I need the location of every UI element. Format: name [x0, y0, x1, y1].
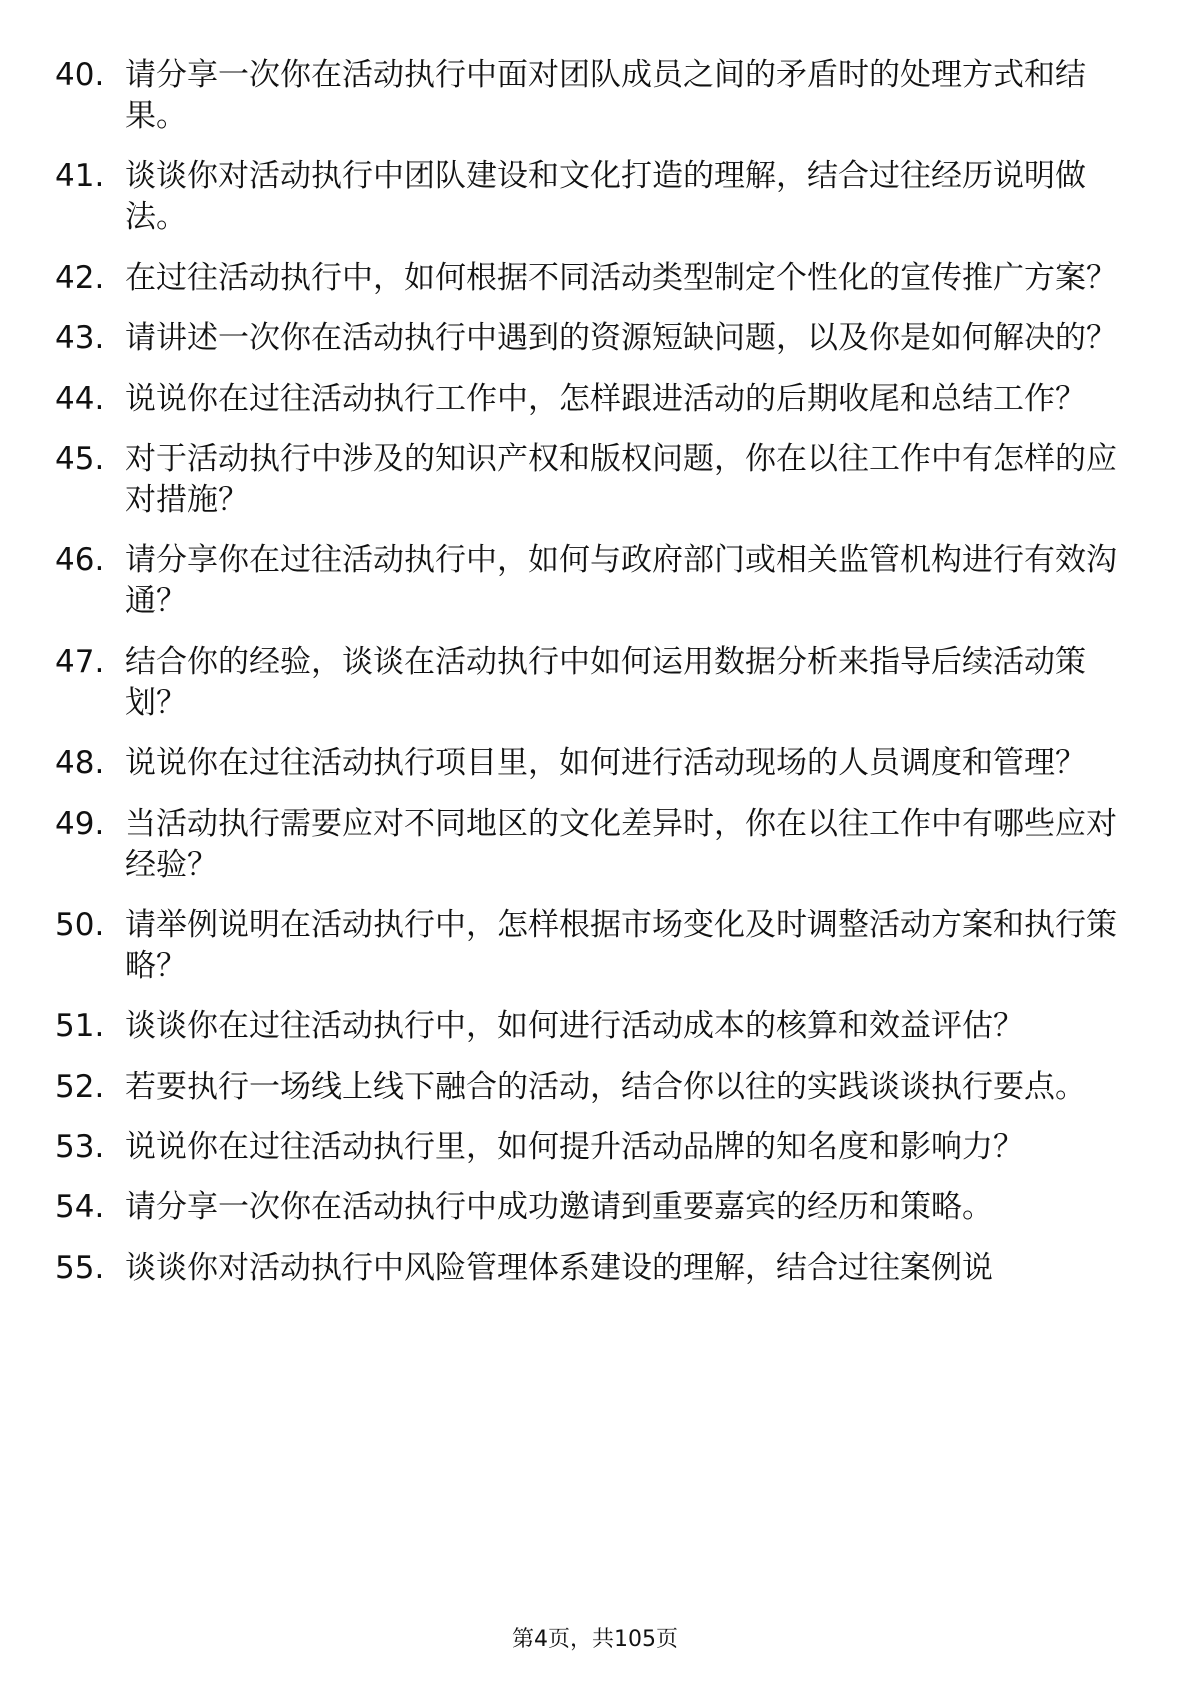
question-number: 51. [55, 1008, 105, 1045]
question-number: 52. [55, 1068, 105, 1105]
question-item [55, 1067, 1125, 1108]
question-number: 40. [55, 57, 105, 93]
question-text: 对于活动执行中涉及的知识产权和版权问题，你在以往工作中有怎样的应对措施？ [125, 440, 1117, 518]
question-item [55, 1006, 1125, 1047]
question-item [55, 258, 1125, 299]
question-text: 当活动执行需要应对不同地区的文化差异时，你在以往工作中有哪些应对经验？ [125, 805, 1117, 883]
question-item [55, 905, 1125, 987]
question-text: 谈谈你在过往活动执行中，如何进行活动成本的核算和效益评估？ [125, 1008, 1024, 1045]
question-number: 55. [55, 1249, 105, 1286]
question-text: 说说你在过往活动执行里，如何提升活动品牌的知名度和影响力？ [125, 1129, 1024, 1166]
question-number: 41. [55, 158, 105, 195]
question-number: 46. [55, 542, 105, 579]
question-item [55, 439, 1125, 521]
question-text: 谈谈你对活动执行中团队建设和文化打造的理解，结合过往经历说明做法。 [125, 158, 1086, 236]
question-item [55, 540, 1125, 622]
question-number: 43. [55, 320, 105, 357]
question-text: 说说你在过往活动执行项目里，如何进行活动现场的人员调度和管理？ [125, 745, 1086, 782]
page-number-footer: 第4页，共105页 [512, 1627, 678, 1652]
question-number: 47. [55, 643, 105, 680]
question-text: 请举例说明在活动执行中，怎样根据市场变化及时调整活动方案和执行策略？ [125, 906, 1117, 984]
question-text: 请讲述一次你在活动执行中遇到的资源短缺问题，以及你是如何解决的？ [125, 320, 1117, 357]
question-text: 在过往活动执行中，如何根据不同活动类型制定个性化的宣传推广方案？ [125, 259, 1117, 296]
question-text: 说说你在过往活动执行工作中，怎样跟进活动的后期收尾和总结工作？ [125, 380, 1086, 417]
question-number: 45. [55, 440, 105, 477]
question-text: 请分享一次你在活动执行中成功邀请到重要嘉宾的经历和策略。 [125, 1189, 993, 1226]
question-number: 44. [55, 380, 105, 417]
question-number: 54. [55, 1189, 105, 1226]
question-item [55, 743, 1125, 784]
question-list [55, 55, 1125, 1308]
question-item [55, 156, 1125, 238]
question-text: 若要执行一场线上线下融合的活动，结合你以往的实践谈谈执行要点。 [125, 1068, 1086, 1105]
question-number: 49. [55, 805, 105, 842]
question-item [55, 1187, 1125, 1228]
question-number: 53. [55, 1129, 105, 1166]
question-text: 结合你的经验，谈谈在活动执行中如何运用数据分析来指导后续活动策划？ [125, 643, 1086, 721]
question-item [55, 379, 1125, 420]
question-number: 50. [55, 906, 105, 943]
question-text: 请分享你在过往活动执行中，如何与政府部门或相关监管机构进行有效沟通？ [125, 542, 1117, 620]
question-number: 42. [55, 259, 105, 296]
question-item [55, 804, 1125, 886]
question-item [55, 1248, 1125, 1289]
question-item [55, 318, 1125, 359]
question-item [55, 55, 1125, 137]
question-item [55, 1127, 1125, 1168]
question-number: 48. [55, 745, 105, 782]
question-item [55, 642, 1125, 724]
question-text: 谈谈你对活动执行中风险管理体系建设的理解，结合过往案例说 [125, 1249, 993, 1286]
question-text: 请分享一次你在活动执行中面对团队成员之间的矛盾时的处理方式和结果。 [125, 57, 1086, 134]
